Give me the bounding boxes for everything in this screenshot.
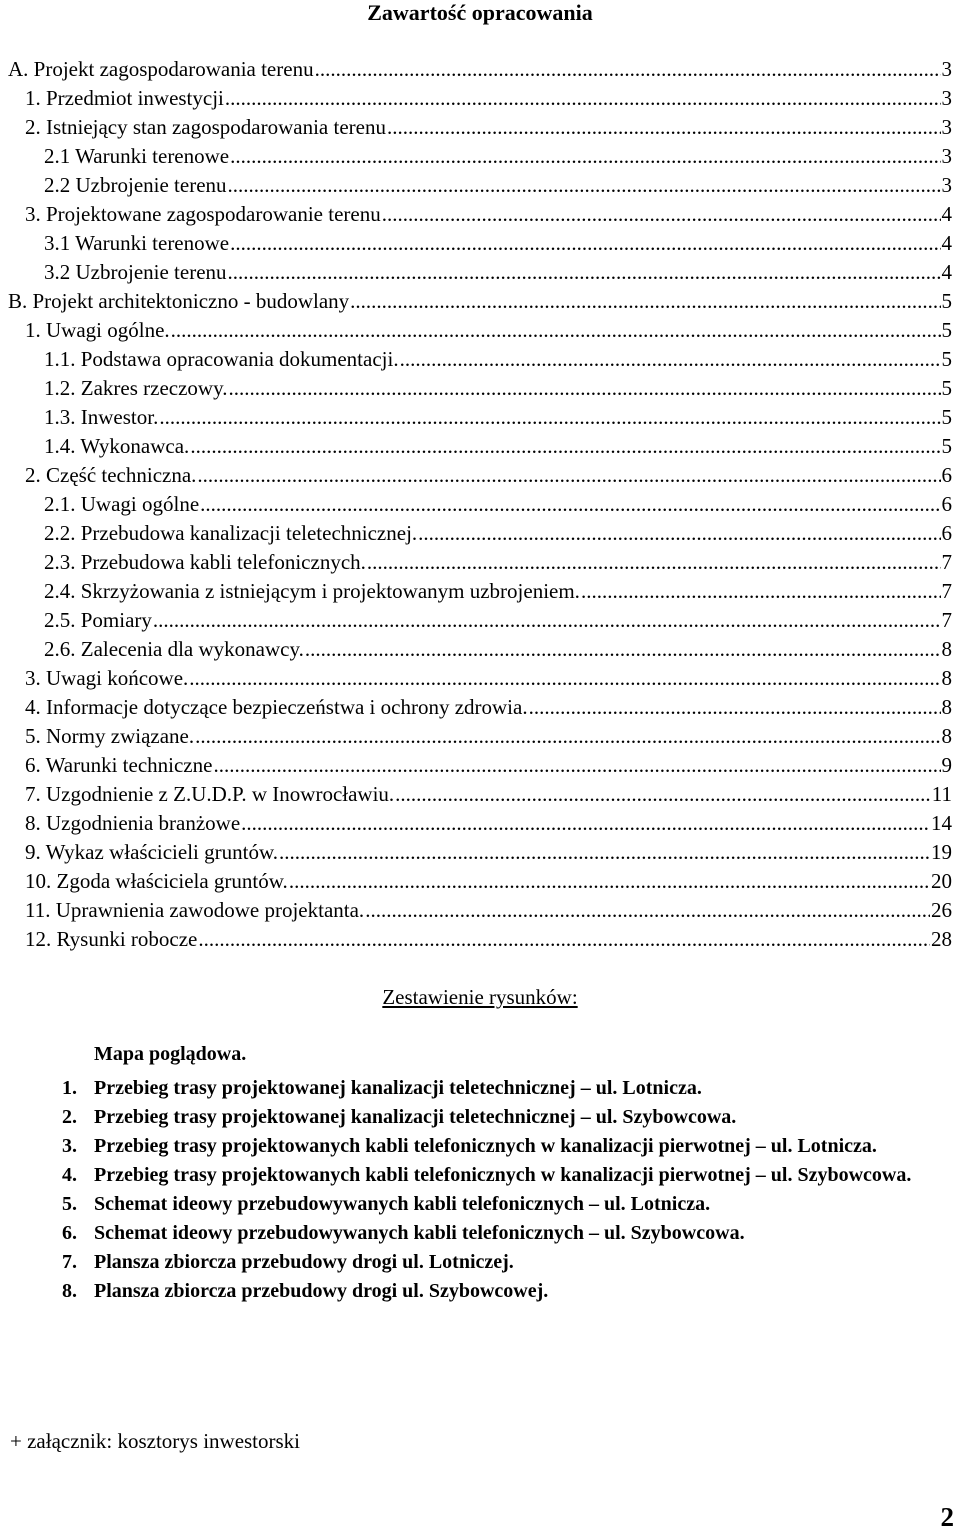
toc-leader-dots — [190, 432, 940, 461]
toc-entry-page: 7 — [941, 579, 952, 603]
toc-leader-dots — [279, 838, 930, 867]
drawing-title: Przebieg trasy projektowanych kabli telefonicznych w kanalizacji pierwotnej – ul. Lotnicza. — [94, 1135, 877, 1157]
toc-leader-dots — [189, 664, 940, 693]
toc-entry-page: 5 — [941, 347, 952, 371]
toc-entry-label: 2.4. Skrzyżowania z istniejącym i projektowanym uzbrojeniem. — [44, 579, 580, 603]
toc-entry — [25, 751, 952, 780]
toc-entry-label: 1.1. Podstawa opracowania dokumentacji. — [44, 347, 399, 371]
drawing-title: Przebieg trasy projektowanej kanalizacji teletechnicznej – ul. Lotnicza. — [94, 1077, 702, 1099]
toc-entry-page: 5 — [941, 289, 952, 313]
drawing-number: 3. — [62, 1135, 77, 1157]
toc-entry-page: 26 — [931, 898, 952, 922]
toc-entry-page: 6 — [941, 521, 952, 545]
drawing-title: Plansza zbiorcza przebudowy drogi ul. Lotniczej. — [94, 1251, 514, 1273]
toc-entry-label: 7. Uzgodnienie z Z.U.D.P. w Inowrocławiu. — [25, 782, 395, 806]
drawing-number: 5. — [62, 1193, 77, 1215]
drawing-number: 4. — [62, 1164, 77, 1186]
toc-entry — [44, 519, 952, 548]
toc-entry — [44, 490, 952, 519]
toc-leader-dots — [228, 171, 941, 200]
toc-entry-page: 4 — [941, 260, 952, 284]
drawing-item — [62, 1132, 958, 1161]
toc-leader-dots — [230, 229, 940, 258]
toc-entry-page: 8 — [941, 695, 952, 719]
toc-entry-label: 10. Zgoda właściciela gruntów. — [25, 869, 288, 893]
drawing-title: Schemat ideowy przebudowywanych kabli telefonicznych – ul. Lotnicza. — [94, 1193, 711, 1215]
toc-entry-label: 2.2 Uzbrojenie terenu — [44, 173, 227, 197]
toc-entry-label: 2. Część techniczna. — [25, 463, 197, 487]
toc-leader-dots — [315, 55, 941, 84]
drawing-title: Przebieg trasy projektowanej kanalizacji teletechnicznej – ul. Szybowcowa. — [94, 1106, 737, 1128]
page-number: 2 — [940, 1502, 954, 1532]
toc-entry-label: 1. Przedmiot inwestycji — [25, 86, 224, 110]
toc-leader-dots — [350, 287, 940, 316]
toc-entry — [25, 461, 952, 490]
toc-entry — [44, 635, 952, 664]
toc-leader-dots — [241, 809, 930, 838]
drawings-heading: Zestawienie rysunków: — [382, 985, 578, 1009]
toc-entry-page: 14 — [931, 811, 952, 835]
toc-entry-page: 7 — [941, 608, 952, 632]
toc-entry-label: 8. Uzgodnienia branżowe — [25, 811, 241, 835]
drawing-item — [62, 1190, 958, 1219]
toc-entry-page: 7 — [941, 550, 952, 574]
toc-leader-dots — [305, 635, 941, 664]
toc-entry-label: A. Projekt zagospodarowania terenu — [8, 57, 314, 81]
toc-entry-page: 9 — [941, 753, 952, 777]
toc-leader-dots — [171, 316, 941, 345]
toc-entry — [25, 867, 952, 896]
toc-entry-page: 6 — [941, 463, 952, 487]
toc-entry-page: 8 — [941, 724, 952, 748]
toc-entry — [25, 838, 952, 867]
drawing-number: 1. — [62, 1077, 77, 1099]
toc-entry — [25, 780, 952, 809]
drawing-number: 2. — [62, 1106, 77, 1128]
toc-leader-dots — [230, 142, 940, 171]
drawing-item — [62, 1248, 958, 1277]
toc-entry-label: 1.2. Zakres rzeczowy. — [44, 376, 228, 400]
drawing-number: 8. — [62, 1280, 77, 1302]
toc-entry-label: 1.4. Wykonawca. — [44, 434, 190, 458]
toc-leader-dots — [228, 374, 940, 403]
toc-leader-dots — [365, 896, 930, 925]
toc-leader-dots — [228, 258, 941, 287]
toc-entry — [44, 577, 952, 606]
toc-entry-page: 4 — [941, 202, 952, 226]
toc-entry-label: 4. Informacje dotyczące bezpieczeństwa i ochrony zdrowia. — [25, 695, 528, 719]
toc-entry-label: 3. Uwagi końcowe. — [25, 666, 189, 690]
toc-entry-label: 9. Wykaz właścicieli gruntów. — [25, 840, 278, 864]
drawing-item — [62, 1161, 958, 1190]
drawing-title: Plansza zbiorcza przebudowy drogi ul. Szybowcowej. — [94, 1280, 549, 1302]
drawing-number: 6. — [62, 1222, 77, 1244]
toc-entry-page: 5 — [941, 434, 952, 458]
toc-entry-page: 19 — [931, 840, 952, 864]
drawing-title: Schemat ideowy przebudowywanych kabli telefonicznych – ul. Szybowcowa. — [94, 1222, 745, 1244]
toc-entry-page: 5 — [941, 318, 952, 342]
toc-entry — [44, 403, 952, 432]
toc-entry — [25, 200, 952, 229]
toc-entry — [44, 142, 952, 171]
toc-entry-page: 8 — [941, 666, 952, 690]
toc-entry-page: 4 — [941, 231, 952, 255]
toc-entry-label: 3. Projektowane zagospodarowanie terenu — [25, 202, 381, 226]
toc-entry-page: 8 — [941, 637, 952, 661]
toc-leader-dots — [581, 577, 941, 606]
toc-leader-dots — [197, 461, 940, 490]
toc-leader-dots — [367, 548, 941, 577]
toc-entry-page: 6 — [941, 492, 952, 516]
document-title: Zawartość opracowania — [367, 0, 593, 25]
toc-entry-label: 3.1 Warunki terenowe — [44, 231, 230, 255]
toc-leader-dots — [159, 403, 940, 432]
drawing-item — [62, 1103, 958, 1132]
toc-entry — [25, 722, 952, 751]
attachment-note: + załącznik: kosztorys inwestorski — [10, 1429, 301, 1453]
toc-entry-page: 11 — [931, 782, 952, 806]
toc-entry — [44, 432, 952, 461]
toc-entry — [25, 84, 952, 113]
toc-entry-page: 3 — [941, 57, 952, 81]
toc-entry-page: 20 — [931, 869, 952, 893]
toc-entry — [8, 55, 952, 84]
toc-entry — [44, 548, 952, 577]
drawing-number: 7. — [62, 1251, 77, 1273]
toc-entry — [25, 693, 952, 722]
toc-entry-label: 1.3. Inwestor. — [44, 405, 159, 429]
toc-entry-label: B. Projekt architektoniczno - budowlany — [8, 289, 350, 313]
toc-leader-dots — [382, 200, 941, 229]
toc-entry-label: 2.2. Przebudowa kanalizacji teletechnicznej. — [44, 521, 418, 545]
toc-leader-dots — [529, 693, 941, 722]
toc-leader-dots — [395, 780, 931, 809]
toc-leader-dots — [200, 490, 940, 519]
toc-entry-label: 5. Normy związane. — [25, 724, 195, 748]
toc-entry — [44, 171, 952, 200]
toc-entry — [44, 374, 952, 403]
toc-entry-label: 2.6. Zalecenia dla wykonawcy. — [44, 637, 304, 661]
toc-entry-label: 2.1 Warunki terenowe — [44, 144, 230, 168]
toc-entry-label: 3.2 Uzbrojenie terenu — [44, 260, 227, 284]
toc-entry-label: 2.5. Pomiary — [44, 608, 152, 632]
drawing-title: Mapa poglądowa. — [94, 1043, 247, 1065]
drawing-title: Przebieg trasy projektowanych kabli telefonicznych w kanalizacji pierwotnej – ul. Szybowcowa. — [94, 1164, 912, 1186]
toc-entry-page: 28 — [931, 927, 952, 951]
toc-entry-label: 11. Uprawnienia zawodowe projektanta. — [25, 898, 365, 922]
toc-leader-dots — [153, 606, 941, 635]
toc-entry — [25, 809, 952, 838]
toc-entry — [25, 113, 952, 142]
toc-entry-label: 2. Istniejący stan zagospodarowania terenu — [25, 115, 386, 139]
toc-entry-label: 1. Uwagi ogólne. — [25, 318, 170, 342]
drawings-list — [62, 1040, 958, 1306]
toc-entry-page: 3 — [941, 86, 952, 110]
toc-entry-label: 12. Rysunki robocze — [25, 927, 198, 951]
toc-leader-dots — [195, 722, 940, 751]
toc-entry-page: 5 — [941, 405, 952, 429]
toc-leader-dots — [289, 867, 930, 896]
toc-entry — [25, 664, 952, 693]
toc-entry-page: 5 — [941, 376, 952, 400]
drawing-item — [94, 1040, 958, 1069]
toc-leader-dots — [400, 345, 941, 374]
toc-entry — [25, 925, 952, 954]
toc-entry-label: 2.1. Uwagi ogólne — [44, 492, 200, 516]
drawing-item — [62, 1277, 958, 1306]
drawing-item — [62, 1219, 958, 1248]
toc-leader-dots — [213, 751, 940, 780]
toc-leader-dots — [418, 519, 940, 548]
toc-entry — [8, 287, 952, 316]
toc-entry — [44, 345, 952, 374]
toc-entry-page: 3 — [941, 173, 952, 197]
toc-entry — [44, 606, 952, 635]
toc-entry — [44, 258, 952, 287]
toc-leader-dots — [225, 84, 941, 113]
drawing-item — [62, 1074, 958, 1103]
toc-entry — [44, 229, 952, 258]
toc-entry-label: 6. Warunki techniczne — [25, 753, 213, 777]
toc-entry — [25, 896, 952, 925]
toc-entry-page: 3 — [941, 144, 952, 168]
toc-entry — [25, 316, 952, 345]
toc-leader-dots — [198, 925, 930, 954]
toc-leader-dots — [387, 113, 941, 142]
toc-entry-label: 2.3. Przebudowa kabli telefonicznych. — [44, 550, 366, 574]
toc-entry-page: 3 — [941, 115, 952, 139]
